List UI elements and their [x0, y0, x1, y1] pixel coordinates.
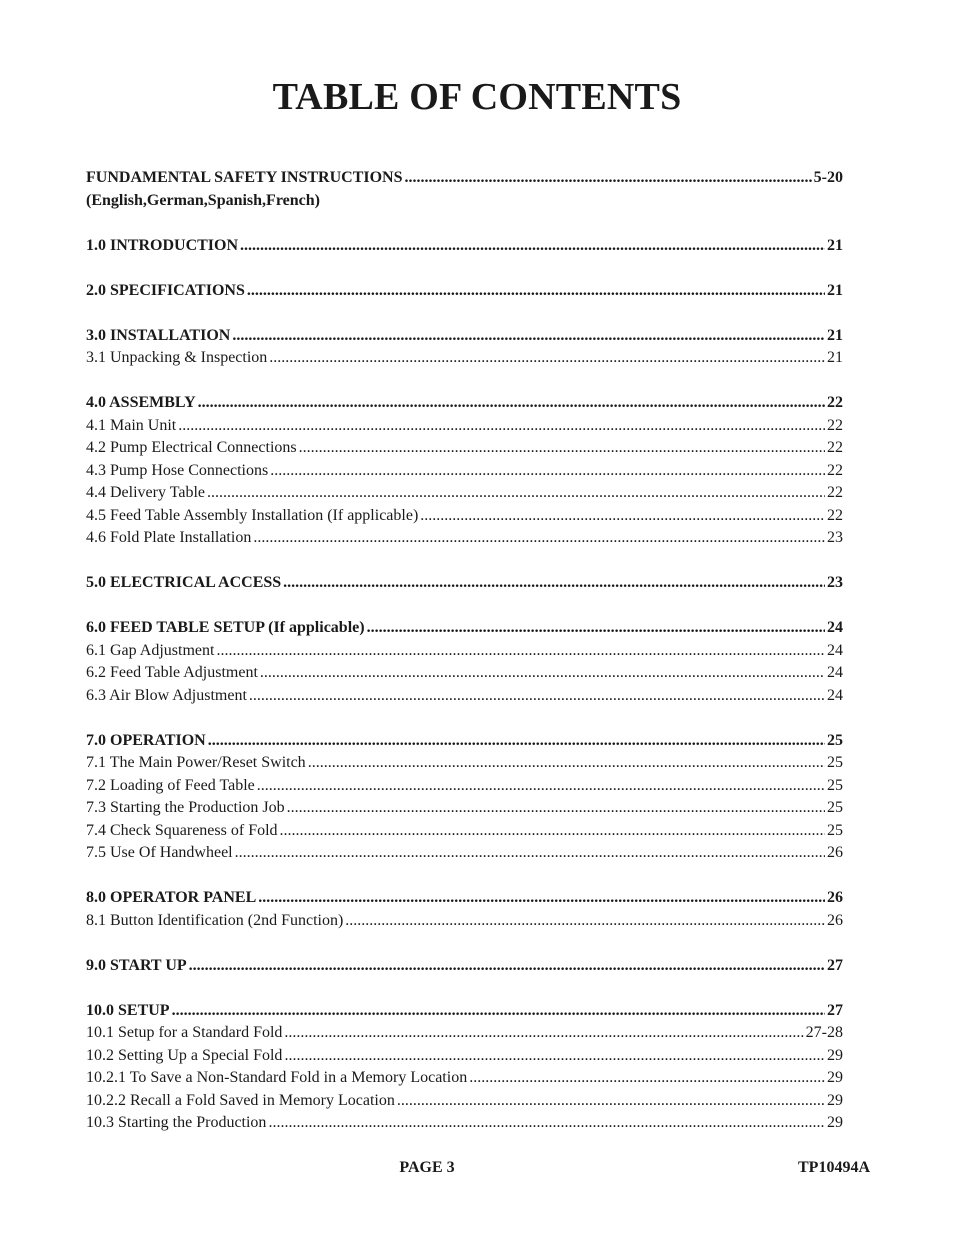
toc-section-heading[interactable] [86, 955, 843, 978]
toc-entry-languages: (English,German,Spanish,French) [86, 191, 320, 209]
dot-leader [178, 415, 825, 438]
dot-leader [280, 820, 825, 843]
toc-entry-label: 3.0 INSTALLATION [86, 326, 231, 344]
toc-subsection[interactable] [86, 1112, 843, 1135]
dot-leader [240, 235, 825, 258]
dot-leader [232, 325, 825, 348]
toc-entry-page: 26 [827, 844, 843, 861]
toc-entry-page: 22 [827, 439, 843, 456]
toc-entry-safety[interactable] [86, 167, 843, 190]
section-spacer [86, 302, 843, 325]
toc-entry-page: 21 [827, 281, 843, 299]
toc-entry-label: 8.0 OPERATOR PANEL [86, 889, 257, 906]
toc-entry-label: 4.5 Feed Table Assembly Installation (If applicable) [86, 506, 419, 524]
dot-leader [198, 392, 825, 415]
dot-leader [260, 662, 825, 685]
dot-leader [207, 482, 825, 505]
toc-entry-page: 21 [827, 326, 843, 344]
toc-entry-label: 6.2 Feed Table Adjustment [86, 664, 258, 681]
toc-entry-page: 21 [827, 236, 843, 254]
toc-subsection[interactable] [86, 1022, 843, 1045]
toc-entry-page: 25 [827, 754, 843, 771]
section-spacer [86, 595, 843, 618]
section-spacer [86, 212, 843, 235]
toc-entry-label: 10.0 SETUP [86, 1001, 170, 1019]
toc-subsection[interactable] [86, 1045, 843, 1068]
toc-entry-label: 4.3 Pump Hose Connections [86, 461, 269, 479]
toc-entry-page: 27 [827, 1001, 843, 1019]
dot-leader [420, 505, 825, 528]
toc-entry-label: 1.0 INTRODUCTION [86, 236, 239, 254]
dot-leader [287, 797, 825, 820]
toc-entry-page: 24 [827, 664, 843, 681]
toc-entry-page: 26 [827, 911, 843, 929]
toc-entry-page: 23 [827, 574, 843, 591]
dot-leader [253, 527, 825, 550]
section-spacer [86, 370, 843, 393]
toc-subsection[interactable] [86, 1067, 843, 1090]
toc-entry-page: 25 [827, 776, 843, 794]
dot-leader [172, 1000, 825, 1023]
toc-entry-label: 4.4 Delivery Table [86, 484, 205, 501]
toc-entry-page: 24 [827, 686, 843, 704]
toc-subsection[interactable] [86, 842, 843, 865]
dot-leader [208, 730, 825, 753]
toc-entry-page: 27-28 [805, 1024, 843, 1041]
toc-entry-label: 10.2 Setting Up a Special Fold [86, 1046, 283, 1064]
toc-subsection[interactable] [86, 347, 843, 370]
toc-section-heading[interactable] [86, 325, 843, 348]
toc-entry-page: 24 [827, 641, 843, 659]
toc-entry-page: 27 [827, 956, 843, 974]
toc-entry-page: 23 [827, 529, 843, 546]
toc-entry-label: 6.0 FEED TABLE SETUP (If applicable) [86, 619, 365, 636]
section-spacer [86, 257, 843, 280]
toc-entry-label: 10.1 Setup for a Standard Fold [86, 1024, 283, 1041]
section-spacer [86, 865, 843, 888]
toc-subsection[interactable] [86, 505, 843, 528]
toc-section-heading[interactable] [86, 392, 843, 415]
toc-subsection[interactable] [86, 415, 843, 438]
toc-entry-label: 7.0 OPERATION [86, 731, 206, 749]
page-title: TABLE OF CONTENTS [272, 76, 682, 118]
toc-entry-page: 29 [827, 1114, 843, 1131]
toc-entry-page: 22 [827, 506, 843, 524]
toc-subsection[interactable] [86, 1090, 843, 1113]
toc-entry-page: 25 [827, 731, 843, 749]
page-footer [0, 1157, 954, 1179]
dot-leader [235, 842, 825, 865]
toc-section-heading[interactable] [86, 1000, 843, 1023]
toc-entry-page: 29 [827, 1069, 843, 1086]
toc-entry-label: 6.3 Air Blow Adjustment [86, 686, 247, 704]
section-spacer [86, 977, 843, 1000]
toc-entry-page: 22 [827, 484, 843, 501]
toc-subsection[interactable] [86, 820, 843, 843]
toc-entry-label: 4.1 Main Unit [86, 416, 177, 434]
toc-subsection[interactable] [86, 662, 843, 685]
dot-leader [257, 775, 825, 798]
dot-leader [469, 1067, 825, 1090]
page-number: PAGE 3 [399, 1159, 455, 1176]
toc-entry-label: 6.1 Gap Adjustment [86, 641, 215, 659]
section-spacer [86, 932, 843, 955]
toc-section-heading[interactable] [86, 730, 843, 753]
toc-entry-label: 4.0 ASSEMBLY [86, 394, 196, 411]
dot-leader [367, 617, 825, 640]
toc-entry-label: 9.0 START UP [86, 956, 187, 974]
document-code: TP10494A [798, 1159, 870, 1176]
toc-entry-label: 3.1 Unpacking & Inspection [86, 349, 268, 366]
dot-leader [283, 572, 825, 595]
dot-leader [284, 1045, 825, 1068]
toc-entry-label: 7.2 Loading of Feed Table [86, 776, 255, 794]
toc-section-heading[interactable] [86, 887, 843, 910]
toc-entry-label: 2.0 SPECIFICATIONS [86, 281, 245, 299]
toc-section-heading[interactable] [86, 572, 843, 595]
dot-leader [308, 752, 825, 775]
toc-entry-page: 29 [827, 1091, 843, 1109]
toc-entry-page: 25 [827, 799, 843, 816]
toc-subsection[interactable] [86, 910, 843, 933]
toc-entry-label: 7.5 Use Of Handwheel [86, 844, 233, 861]
toc-subsection[interactable] [86, 437, 843, 460]
toc-entry-label: 10.3 Starting the Production [86, 1114, 267, 1131]
section-spacer [86, 550, 843, 573]
dot-leader [270, 460, 825, 483]
toc-entry-page: 22 [827, 416, 843, 434]
toc-entry-page: 21 [827, 349, 843, 366]
toc-entry-label: 8.1 Button Identification (2nd Function) [86, 911, 344, 929]
toc-subsection[interactable] [86, 482, 843, 505]
toc-entry-label: 5.0 ELECTRICAL ACCESS [86, 574, 282, 591]
table-of-contents [86, 167, 843, 1135]
toc-section-heading[interactable] [86, 617, 843, 640]
toc-subsection[interactable] [86, 775, 843, 798]
toc-entry-page: 22 [827, 461, 843, 479]
toc-section-heading[interactable] [86, 235, 843, 258]
toc-section-heading[interactable] [86, 280, 843, 303]
dot-leader [405, 167, 812, 190]
toc-subsection[interactable] [86, 527, 843, 550]
toc-subsection[interactable] [86, 460, 843, 483]
toc-subsection[interactable] [86, 797, 843, 820]
toc-entry-page: 29 [827, 1046, 843, 1064]
toc-entry-page: 5-20 [813, 169, 843, 186]
toc-entry-page: 25 [827, 821, 843, 839]
toc-subsection[interactable] [86, 640, 843, 663]
dot-leader [345, 910, 825, 933]
dot-leader [258, 887, 825, 910]
dot-leader [284, 1022, 803, 1045]
toc-entry-label: 4.2 Pump Electrical Connections [86, 439, 297, 456]
toc-entry-page: 24 [827, 619, 843, 636]
dot-leader [269, 347, 825, 370]
toc-subsection[interactable] [86, 752, 843, 775]
toc-entry-page: 26 [827, 889, 843, 906]
dot-leader [189, 955, 825, 978]
toc-entry-label: 10.2.1 To Save a Non-Standard Fold in a Memory Location [86, 1069, 468, 1086]
toc-entry-label: 4.6 Fold Plate Installation [86, 529, 252, 546]
toc-entry-label: 7.4 Check Squareness of Fold [86, 821, 278, 839]
toc-entry-page: 22 [827, 394, 843, 411]
section-spacer [86, 707, 843, 730]
toc-entry-label: 7.3 Starting the Production Job [86, 799, 285, 816]
dot-leader [299, 437, 825, 460]
dot-leader [397, 1090, 825, 1113]
toc-entry-label: 7.1 The Main Power/Reset Switch [86, 754, 306, 771]
toc-entry-label: 10.2.2 Recall a Fold Saved in Memory Location [86, 1091, 395, 1109]
dot-leader [249, 685, 825, 708]
toc-entry-label: FUNDAMENTAL SAFETY INSTRUCTIONS [86, 169, 403, 186]
toc-subsection[interactable] [86, 685, 843, 708]
dot-leader [268, 1112, 825, 1135]
dot-leader [247, 280, 825, 303]
dot-leader [216, 640, 825, 663]
